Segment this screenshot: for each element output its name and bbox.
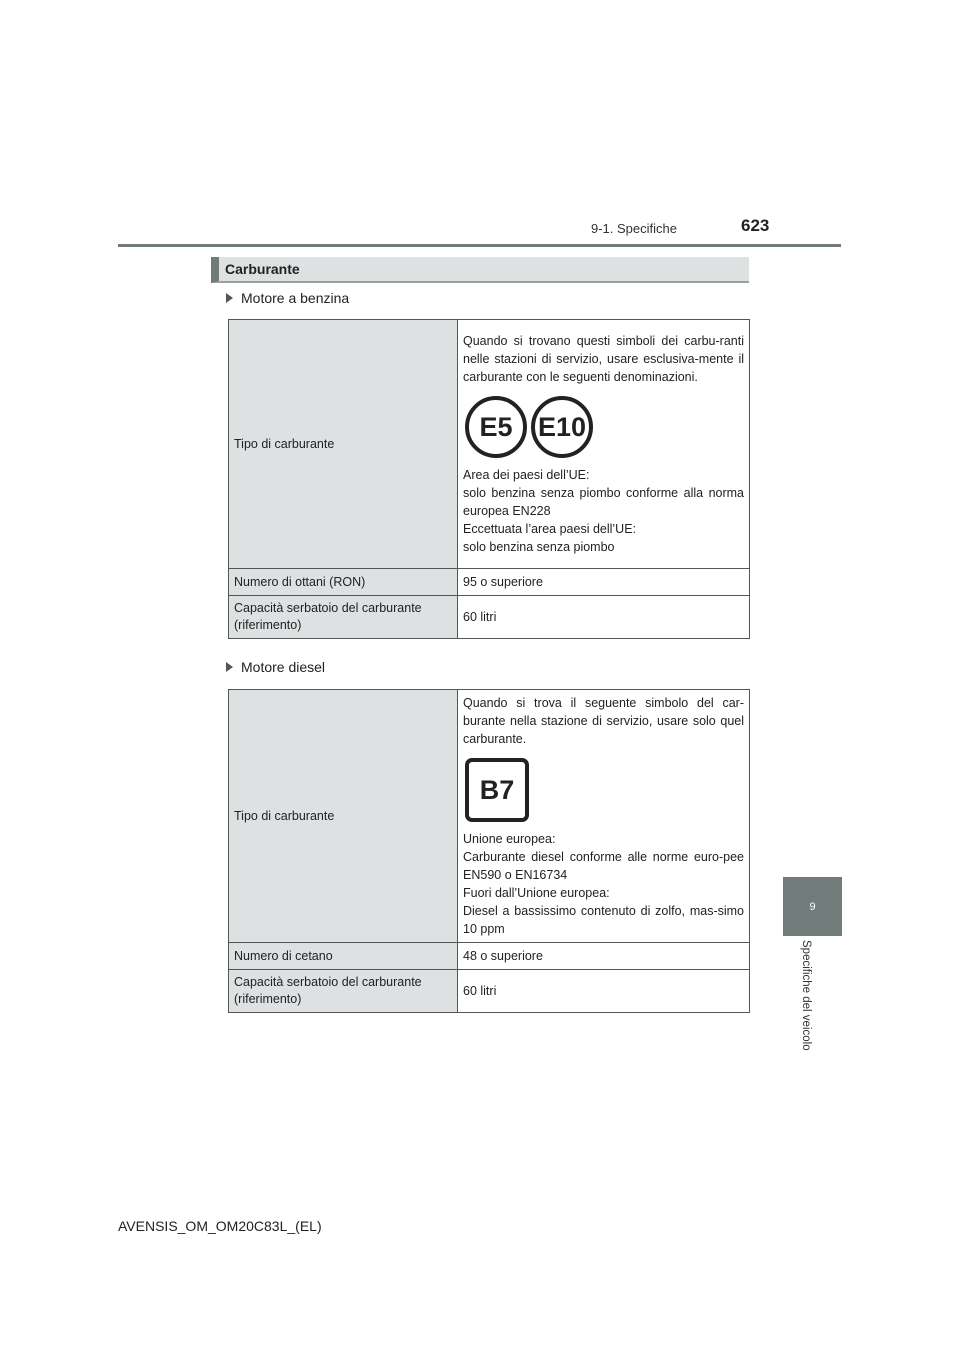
section-title: Carburante — [211, 257, 749, 283]
table-row — [229, 970, 750, 1013]
cetane-label: Numero di cetano — [229, 943, 458, 970]
petrol-spec-table — [228, 319, 750, 639]
fuel-type-label: Tipo di carburante — [229, 320, 458, 569]
diesel-heading — [226, 659, 325, 675]
fuel-note: Diesel a bassissimo contenuto di zolfo, mas-simo 10 ppm — [463, 904, 744, 936]
capacity-label: Capacità serbatoio del carburante (riferimento) — [229, 596, 458, 639]
fuel-type-value — [458, 690, 750, 943]
capacity-value: 60 litri — [458, 970, 750, 1013]
fuel-type-intro: Quando si trova il seguente simbolo del car-burante nella stazione di servizio, usare solo quel carburante. — [463, 696, 744, 746]
header-rule — [118, 244, 841, 247]
fuel-note: solo benzina senza piombo conforme alla norma europea EN228 — [463, 486, 744, 518]
petrol-heading — [226, 290, 349, 306]
fuel-note: Area dei paesi dell’UE: — [463, 468, 590, 482]
table-row — [229, 596, 750, 639]
fuel-type-intro: Quando si trovano questi simboli dei carbu-ranti nelle stazioni di servizio, usare esclusiva-mente il carburante con le seguenti denominazioni. — [463, 334, 744, 384]
octane-value: 95 o superiore — [458, 569, 750, 596]
fuel-note: solo benzina senza piombo — [463, 540, 615, 554]
table-row — [229, 320, 750, 569]
chapter-label: Specifiche del veicolo — [800, 940, 812, 1051]
diesel-heading-text: Motore diesel — [241, 659, 326, 675]
fuel-note: Unione europea: — [463, 832, 556, 846]
arrow-right-icon — [226, 293, 233, 303]
chapter-number: 9 — [809, 900, 816, 913]
chapter-tab — [783, 877, 842, 936]
fuel-symbols — [465, 758, 744, 822]
petrol-heading-text: Motore a benzina — [241, 290, 350, 306]
fuel-type-label: Tipo di carburante — [229, 690, 458, 943]
table-row — [229, 569, 750, 596]
octane-label: Numero di ottani (RON) — [229, 569, 458, 596]
capacity-value: 60 litri — [458, 596, 750, 639]
fuel-symbols — [465, 396, 744, 458]
footer-code: AVENSIS_OM_OM20C83L_(EL) — [118, 1218, 322, 1234]
cetane-value: 48 o superiore — [458, 943, 750, 970]
diesel-spec-table — [228, 689, 750, 1013]
arrow-right-icon — [226, 662, 233, 672]
e10-symbol-icon: E10 — [531, 396, 593, 458]
fuel-type-value — [458, 320, 750, 569]
page-number: 623 — [741, 216, 770, 235]
fuel-note: Carburante diesel conforme alle norme euro-pee EN590 o EN16734 — [463, 850, 744, 882]
table-row — [229, 690, 750, 943]
fuel-note: Fuori dall’Unione europea: — [463, 886, 610, 900]
capacity-label: Capacità serbatoio del carburante (riferimento) — [229, 970, 458, 1013]
header-section-title: 9-1. Specifiche — [591, 221, 677, 236]
table-row — [229, 943, 750, 970]
e5-symbol-icon: E5 — [465, 396, 527, 458]
b7-symbol-icon: B7 — [465, 758, 529, 822]
fuel-note: Eccettuata l’area paesi dell’UE: — [463, 522, 637, 536]
